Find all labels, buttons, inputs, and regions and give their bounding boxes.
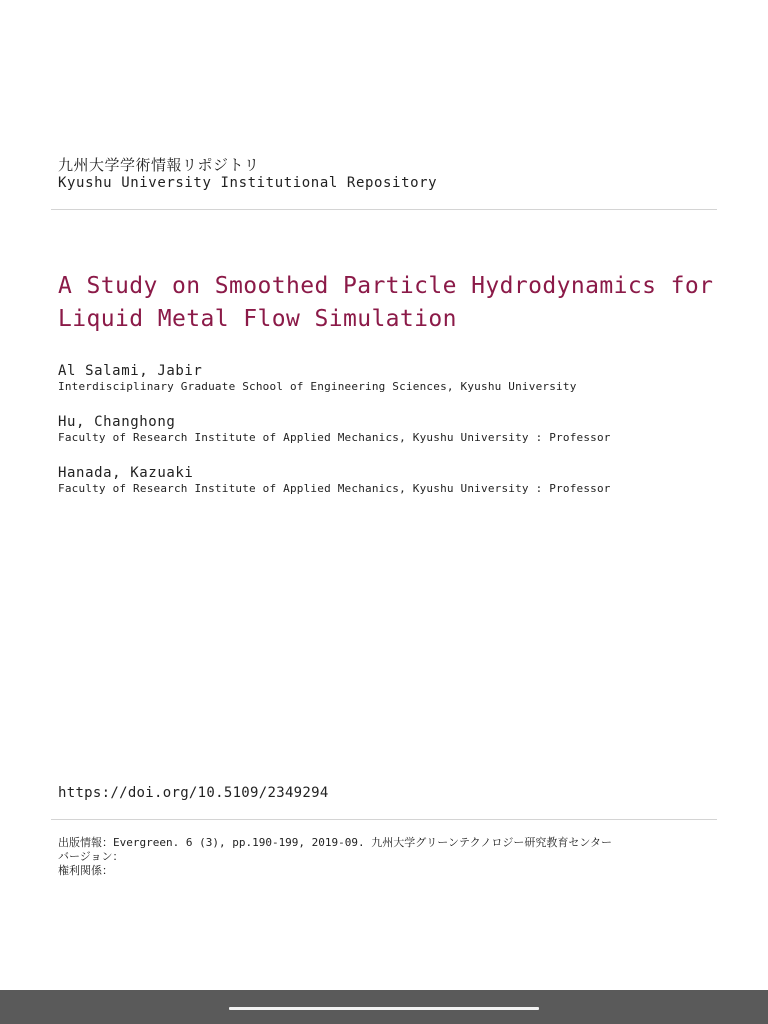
repository-name-jp: 九州大学学術情報リポジトリ	[58, 156, 260, 174]
version-info: バージョン：	[58, 850, 124, 863]
paper-title-line-1: A Study on Smoothed Particle Hydrodynamics for	[58, 273, 714, 299]
author-affiliation: Faculty of Research Institute of Applied Mechanics, Kyushu University : Professor	[58, 482, 611, 495]
rights-info: 権利関係：	[58, 864, 113, 877]
page-scrollbar[interactable]	[229, 1007, 539, 1010]
paper-title	[58, 270, 718, 336]
author-affiliation: Interdisciplinary Graduate School of Engineering Sciences, Kyushu University	[58, 380, 577, 393]
doi-link[interactable]: https://doi.org/10.5109/2349294	[58, 785, 329, 801]
footer-divider	[51, 819, 717, 820]
publication-metadata	[58, 836, 612, 878]
author-name: Al Salami, Jabir	[58, 363, 203, 379]
author-entry	[58, 362, 577, 394]
publication-info: 出版情報：Evergreen. 6 (3), pp.190-199, 2019-09. 九州大学グリーンテクノロジー研究教育センター	[58, 836, 612, 849]
author-name: Hu, Changhong	[58, 414, 176, 430]
author-entry	[58, 413, 611, 445]
paper-title-line-2: Liquid Metal Flow Simulation	[58, 306, 457, 332]
author-name: Hanada, Kazuaki	[58, 465, 194, 481]
repository-name-en: Kyushu University Institutional Repository	[58, 175, 438, 191]
author-affiliation: Faculty of Research Institute of Applied Mechanics, Kyushu University : Professor	[58, 431, 611, 444]
header-divider	[51, 209, 717, 210]
author-entry	[58, 464, 611, 496]
